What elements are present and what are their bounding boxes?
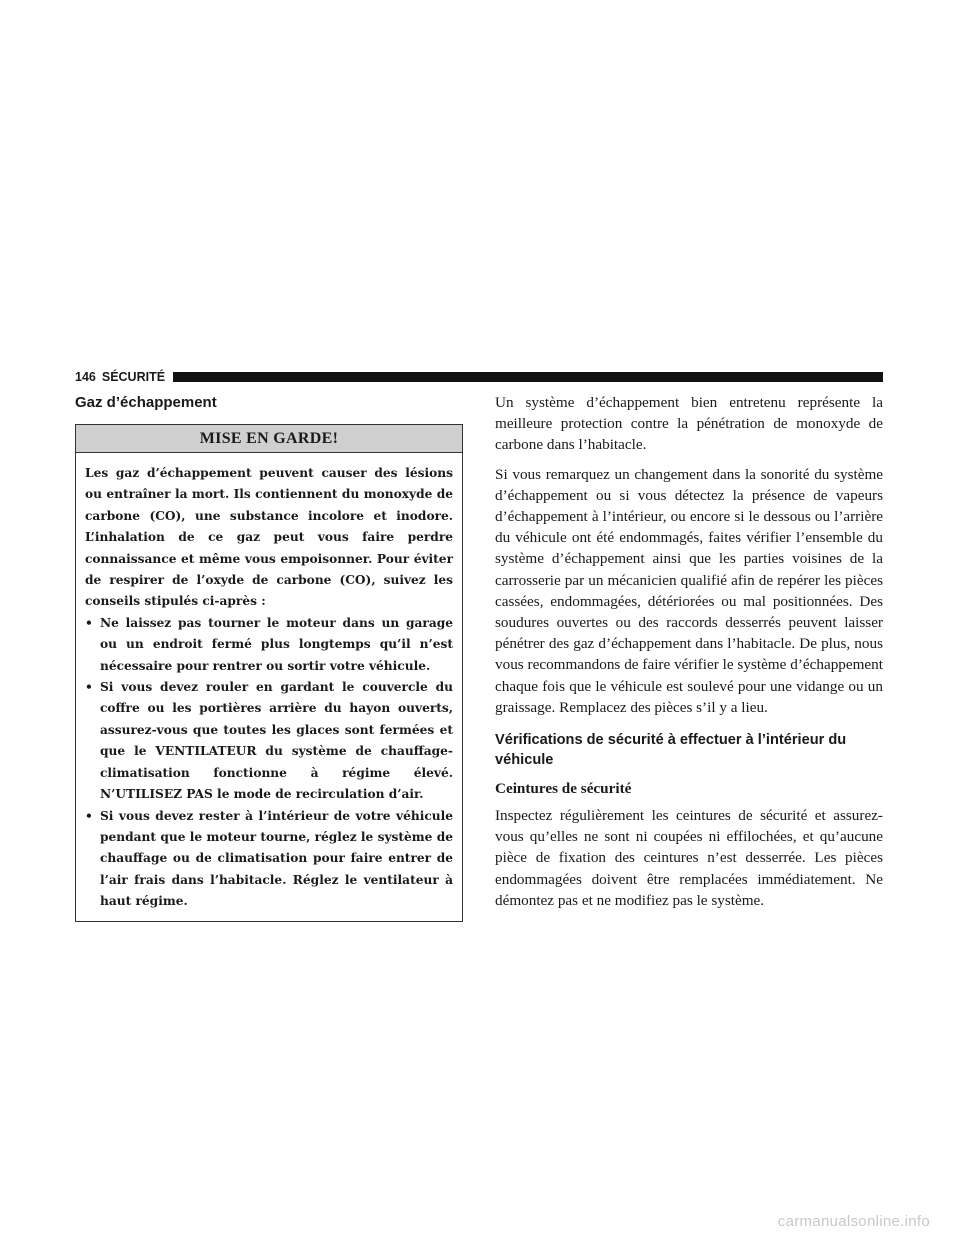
bullet-icon: • <box>85 680 93 695</box>
warning-bullet-text: Ne laissez pas tourner le moteur dans un garage ou un endroit fermé plus longtemps qu’il n’est nécessaire pour rentrer ou sortir votre véhicule. <box>100 615 453 673</box>
warning-body <box>76 453 462 921</box>
subheading-interior-checks: Vérifications de sécurité à effectuer à l’intérieur du véhicule <box>495 732 847 769</box>
paragraph-seat-belts: Inspectez régulièrement les ceintures de sécurité et assurez-vous qu’elles ne sont ni coupées ni effilochées, et qu’aucune pièce de fixation des ceintures n’est desserrée. Les pièces endommagées doivent être remplacées immédiatement. Ne démontez pas et ne modifiez pas le système. <box>495 807 883 909</box>
warning-bullet-text: Si vous devez rester à l’intérieur de votre véhicule pendant que le moteur tourne, réglez le système de chauffage ou de climatisation pour faire entrer de l’air frais dans l’habitacle. Réglez le ventilateur à haut régime. <box>100 808 453 909</box>
header-rule <box>173 372 883 382</box>
warning-bullet <box>85 806 453 913</box>
warning-bullet <box>85 677 453 805</box>
warning-title: MISE EN GARDE! <box>76 425 462 453</box>
page-number: 146 <box>75 370 96 384</box>
warning-box <box>75 424 463 922</box>
section-title: SÉCURITÉ <box>101 370 166 384</box>
bullet-icon: • <box>85 615 93 630</box>
warning-bullet <box>85 613 453 677</box>
watermark: carmanualsonline.info <box>777 1213 930 1230</box>
paragraph-exhaust-inspection: Si vous remarquez un changement dans la sonorité du système d’échappement ou si vous détectez la présence de vapeurs d’échappement à l’intérieur, ou encore si le dessous ou l’arrière du véhicule ont été endommagés, faites vérifier l’ensemble du système d’échappement ainsi que les parties voisines de la carrosserie par un mécanicien qualifié afin de repérer les pièces cassées, endommagées, détériorées ou mal positionnées. Des soudures ouvertes ou des raccords desserrés peuvent laisser pénétrer des gaz d’échappement dans l’habitacle. De plus, nous vous recommandons de faire vérifier le système d’échappement chaque fois que le véhicule est soulevé pour une vidange ou un graissage. Remplacez des pièces s’il y a lieu. <box>495 465 883 716</box>
bullet-icon: • <box>85 808 93 823</box>
page-header <box>75 370 883 384</box>
warning-intro: Les gaz d’échappement peuvent causer des lésions ou entraîner la mort. Ils contiennent du monoxyde de carbone (CO), une substance incolore et inodore. L’inhalation de ce gaz peut vous faire perdre connaissance et même vous empoisonner. Pour éviter de respirer de l’oxyde de carbone (CO), suivez les conseils stipulés ci-après : <box>85 466 453 609</box>
warning-bullet-list <box>85 613 453 913</box>
right-column <box>495 392 883 919</box>
left-column <box>75 393 463 922</box>
section-heading-exhaust: Gaz d’échappement <box>75 394 217 411</box>
minor-heading-seat-belts: Ceintures de sécurité <box>495 780 632 798</box>
paragraph-exhaust-maintenance: Un système d’échappement bien entretenu représente la meilleure protection contre la pénétration de monoxyde de carbone dans l’habitacle. <box>495 394 883 454</box>
warning-bullet-text: Si vous devez rouler en gardant le couvercle du coffre ou les portières arrière du hayon ouverts, assurez-vous que toutes les glaces sont fermées et que le VENTILATEUR du système de chauffage-climatisation fonctionne à régime élevé. N’UTILISEZ PAS le mode de recirculation d’air. <box>100 680 453 802</box>
